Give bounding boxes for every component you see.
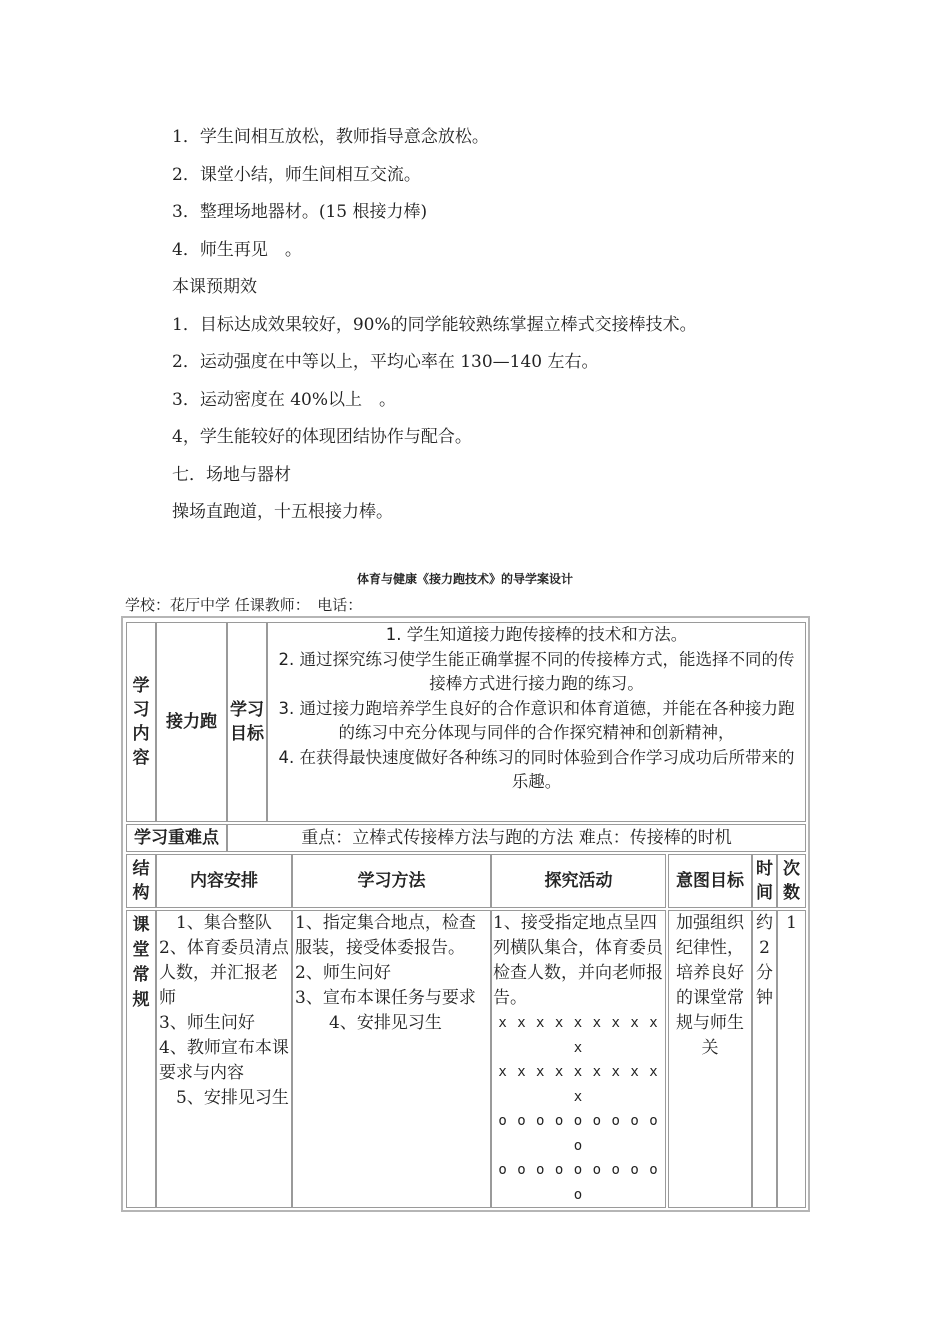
header-count: 次 数 [777, 854, 806, 908]
formation-row: o [573, 1186, 584, 1203]
activity-text: 1、接受指定地点呈四列横队集合，体育委员检查人数，并向老师报告。 [493, 913, 663, 1008]
key-text: 重点：立棒式传接棒方法与跑的方法 难点：传接棒的时机 [227, 824, 806, 852]
content-item: 5、安排见习生 [159, 1088, 289, 1108]
method-item: 2、师生问好 [295, 963, 391, 983]
formation-row: o o o o o o o o o [498, 1162, 659, 1178]
formation-diagram [493, 1011, 664, 1207]
content-item: 1、集合整队 [159, 913, 272, 933]
intro-line: 4，学生能较好的体现团结协作与配合。 [172, 427, 472, 447]
intro-lines [172, 124, 697, 537]
section-cell [126, 910, 156, 1208]
time-cell: 约 2 分 钟 [752, 910, 777, 1208]
intro-line: 七．场地与器材 [172, 464, 291, 485]
header-content: 内容安排 [156, 854, 292, 908]
header-activity: 探究活动 [491, 854, 666, 908]
intro-line: 2．运动强度在中等以上，平均心率在 130—140 左右。 [172, 352, 599, 372]
section-label: 课 堂 常 规 [132, 915, 150, 1010]
method-cell [292, 910, 491, 1208]
intent-cell: 加强组织纪律性，培养良好的课堂常规与师生关 [668, 910, 752, 1208]
lesson-table [121, 616, 810, 1212]
intro-line: 1．目标达成效果较好，90%的同学能较熟练掌握立棒式交接棒技术。 [172, 314, 697, 335]
count-cell: 1 [777, 910, 806, 1208]
goal-item: 3. 通过接力跑培养学生良好的合作意识和体育道德，并能在各种接力跑的练习中充分体现与同伴的合作探究精神和创新精神， [278, 698, 795, 742]
intro-line: 本课预期效 [172, 277, 257, 297]
topic-cell: 接力跑 [156, 622, 227, 822]
formation-row: o [573, 1137, 584, 1154]
method-item: 1、指定集合地点，检查服装，接受体委报告。 [295, 913, 476, 958]
intro-line: 4．师生再见 。 [172, 239, 302, 260]
goal-item: 4. 在获得最快速度做好各种练习的同时体验到合作学习成功后所带来的乐趣。 [278, 747, 795, 791]
formation-row: x x x x x x x x x [498, 1064, 659, 1080]
intro-line: 2．课堂小结，师生间相互交流。 [172, 164, 421, 185]
header-intent: 意图目标 [668, 854, 752, 908]
formation-row: o o o o o o o o o [498, 1113, 659, 1129]
intro-line: 操场直跑道，十五根接力棒。 [172, 502, 393, 522]
intro-line: 1．学生间相互放松，教师指导意念放松。 [172, 127, 489, 147]
method-item: 3、宣布本课任务与要求 [295, 988, 476, 1008]
method-item: 4、安排见习生 [295, 1013, 442, 1033]
content-item: 4、教师宣布本课要求与内容 [159, 1038, 289, 1083]
goal-label: 学习 目标 [227, 622, 267, 822]
content-item: 2、体育委员清点人数，并汇报老师 [159, 938, 289, 1008]
document-title: 体育与健康《接力跑技术》的导学案设计 [356, 572, 573, 586]
goals-cell [267, 622, 806, 822]
study-content-label: 学 习 内 容 [126, 622, 156, 822]
content-item: 3、师生问好 [159, 1013, 255, 1033]
header-time: 时 间 [752, 854, 777, 908]
key-label: 学习重难点 [126, 824, 227, 852]
meta-line: 学校：花厅中学 任课教师： 电话： [125, 596, 363, 614]
formation-row: x [573, 1039, 584, 1056]
content-cell [156, 910, 292, 1208]
intro-line: 3．运动密度在 40%以上 。 [172, 389, 397, 410]
header-structure: 结 构 [126, 854, 156, 908]
activity-cell [491, 910, 666, 1208]
header-method: 学习方法 [292, 854, 491, 908]
goal-item: 1. 学生知道接力跑传接棒的技术和方法。 [385, 625, 688, 644]
intro-line: 3．整理场地器材。(15 根接力棒) [172, 202, 428, 222]
goal-item: 2. 通过探究练习使学生能正确掌握不同的传接棒方式，能选择不同的传接棒方式进行接力跑的练习。 [278, 649, 795, 693]
formation-row: x [573, 1088, 584, 1105]
formation-row: x x x x x x x x x [498, 1015, 659, 1031]
